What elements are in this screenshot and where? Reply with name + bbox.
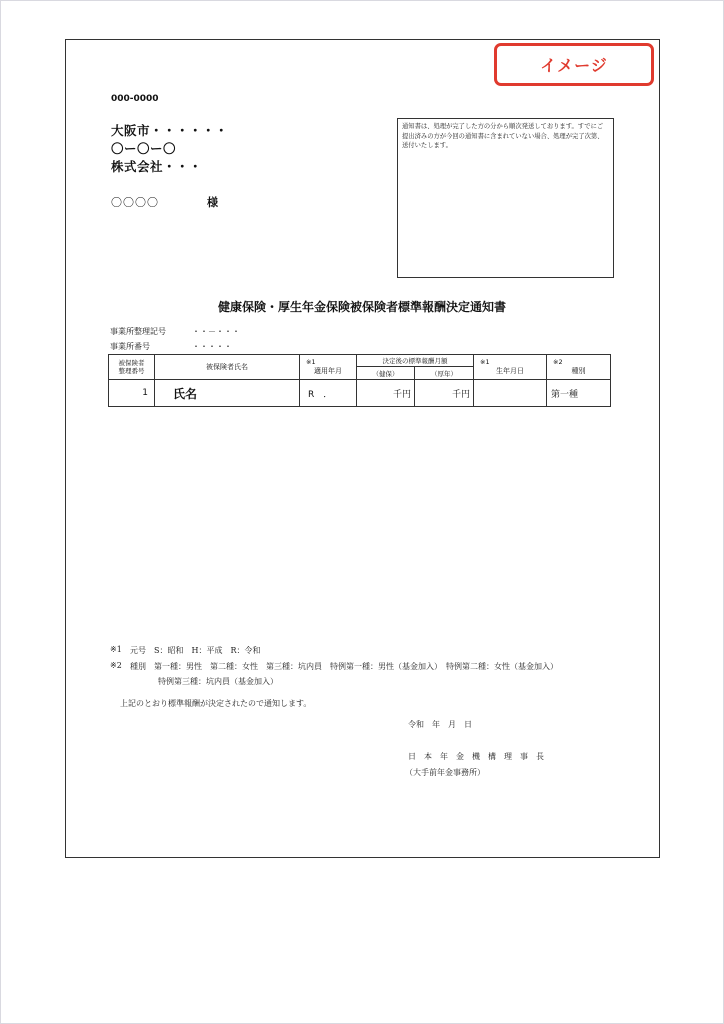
header-applied-ym: ※1 適用年月 — [300, 355, 357, 380]
office-ref-value: ・・－・・・ — [192, 327, 240, 336]
header-insured-number: 被保険者 整理番号 — [109, 355, 155, 380]
pension-office: （大手前年金事務所） — [405, 768, 485, 777]
company-name: 株式会社・・・ — [111, 159, 203, 174]
header-type: ※2 種別 — [547, 355, 611, 380]
cell-health: 千円 — [357, 380, 415, 407]
office-number-label: 事業所番号 — [110, 342, 150, 351]
document-title: 健康保険・厚生年金保険被保険者標準報酬決定通知書 — [217, 300, 506, 314]
recipient-name: 〇〇〇〇 — [111, 196, 159, 209]
statement: 上記のとおり標準報酬が決定されたので通知します。 — [120, 699, 312, 708]
cell-applied: R ． — [300, 380, 357, 407]
cell-type: 第一種 — [547, 380, 611, 407]
office-number-value: ・・・・・ — [192, 342, 232, 351]
insured-table — [108, 354, 611, 407]
note-1-mark: ※1 — [110, 645, 122, 654]
issue-date: 令和 年 月 日 — [408, 720, 472, 729]
note-1: 元号 S：昭和 H：平成 R：令和 — [130, 646, 261, 655]
image-sample-stamp: イメージ — [494, 43, 654, 86]
table-row — [109, 380, 611, 407]
header-health: （健保） — [357, 367, 415, 380]
note-2-line-2: 特例第三種：坑内員（基金加入） — [158, 677, 278, 686]
address-line-2: 〇ー〇ー〇 — [111, 141, 177, 156]
cell-number: 1 — [109, 380, 155, 407]
notice-box: 通知書は、処理が完了した方の分から順次発送しております。すでにご提出済みの方が今回の通知書に含まれていない場合、処理が完了次第、送付いたします。 — [397, 118, 614, 278]
issuer: 日 本 年 金 機 構 理 事 長 — [408, 752, 544, 761]
note-2-mark: ※2 — [110, 661, 122, 670]
postal-code: 000-0000 — [111, 94, 159, 104]
office-ref-label: 事業所整理記号 — [110, 327, 166, 336]
address-line-1: 大阪市・・・・・・ — [111, 123, 229, 138]
recipient-honorific: 様 — [207, 196, 218, 209]
header-birth-date: ※1 生年月日 — [474, 355, 547, 380]
header-pension: （厚年） — [415, 367, 474, 380]
cell-birth — [474, 380, 547, 407]
header-insured-name: 被保険者氏名 — [155, 355, 300, 380]
header-standard-monthly: 決定後の標準報酬月額 — [357, 355, 474, 367]
cell-name: 氏名 — [155, 380, 300, 407]
cell-pension: 千円 — [415, 380, 474, 407]
note-2-line-1: 種別 第一種：男性 第二種：女性 第三種：坑内員 特例第一種：男性（基金加入） 特例第二種：女性（基金加入） — [130, 662, 558, 671]
